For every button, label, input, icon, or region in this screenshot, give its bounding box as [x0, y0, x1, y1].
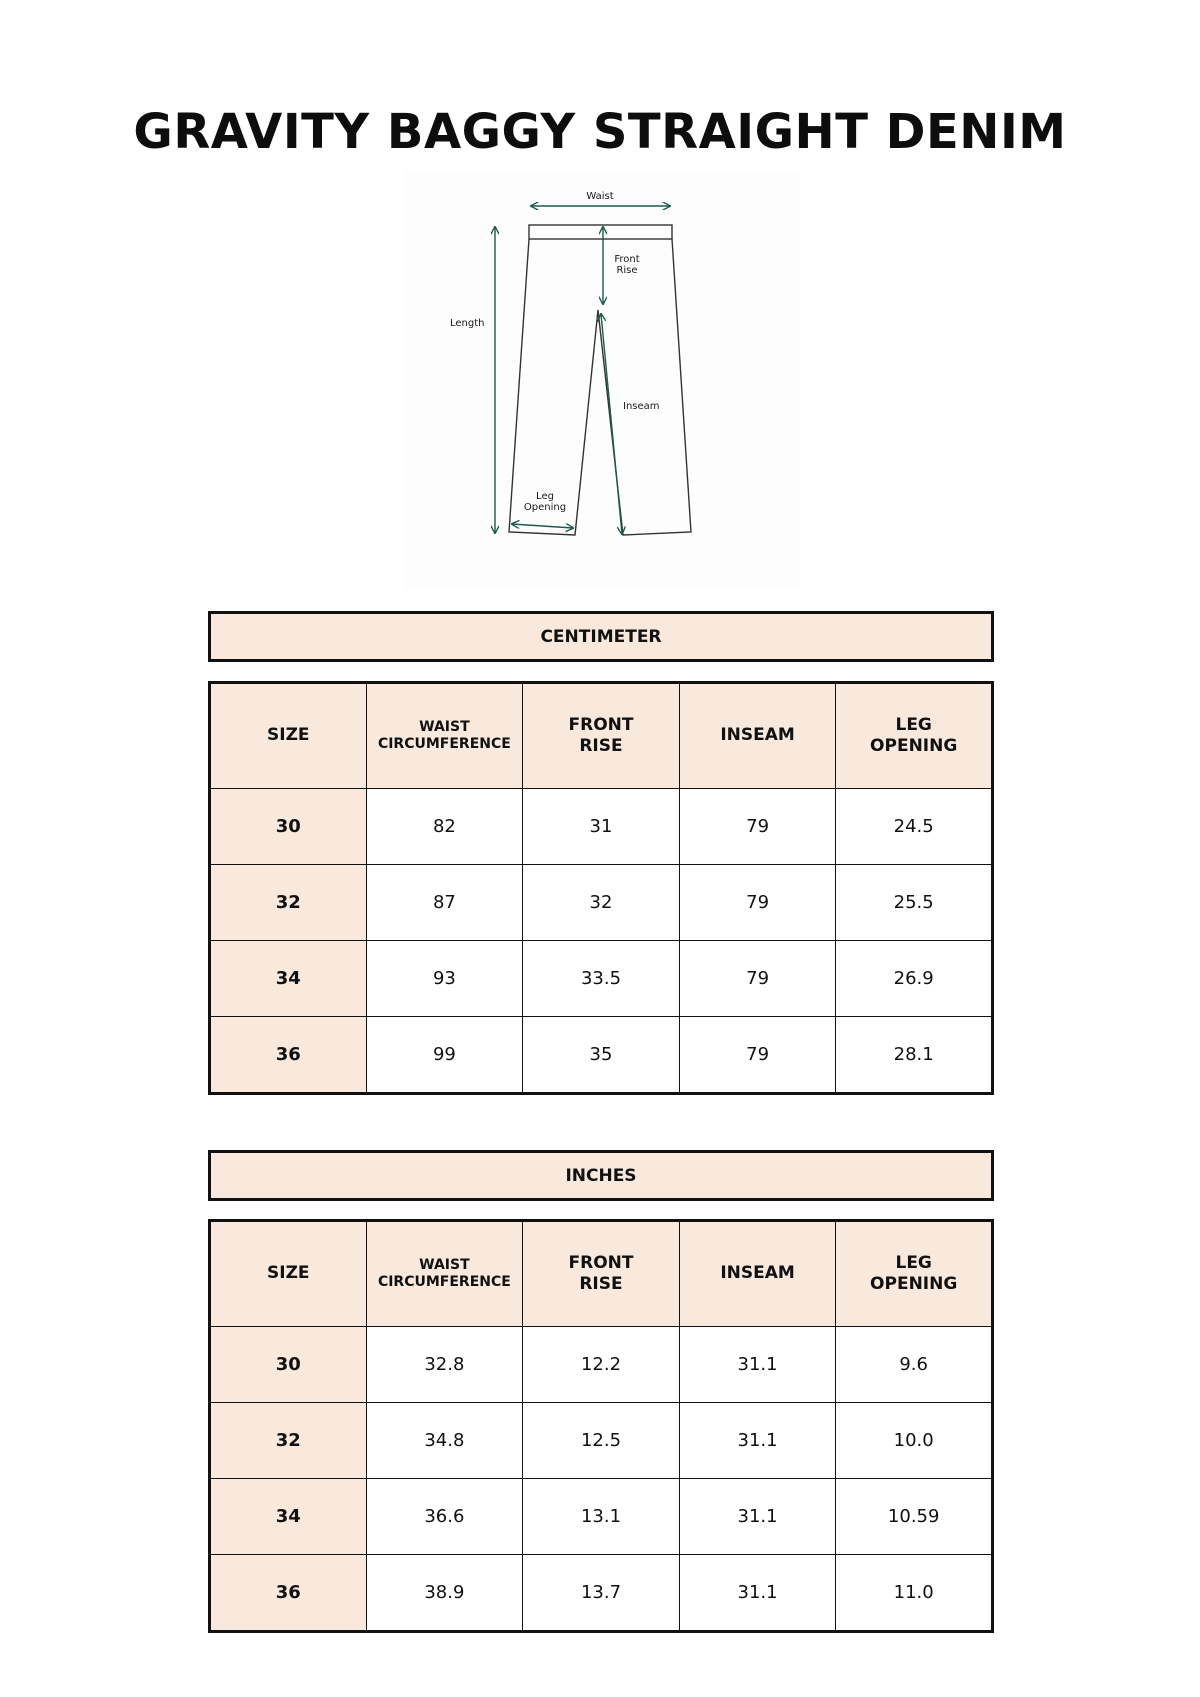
leg-opening-cell: 9.6: [836, 1327, 993, 1403]
table-row: [210, 941, 993, 1017]
size-cell: 32: [210, 1403, 367, 1479]
front-rise-cell: 35: [523, 1017, 680, 1094]
length-label: Length: [450, 318, 485, 329]
leg-opening-label-line1: Leg: [536, 491, 554, 502]
front-rise-cell: 13.7: [523, 1555, 680, 1632]
size-cell: 34: [210, 1479, 367, 1555]
table-row: [210, 1017, 993, 1094]
col-header-waist: WAIST CIRCUMFERENCE: [366, 1221, 523, 1327]
col-header-size: SIZE: [210, 1221, 367, 1327]
col-header-leg-opening: LEG OPENING: [836, 1221, 993, 1327]
col-header-inseam: INSEAM: [679, 1221, 836, 1327]
table-row: [210, 865, 993, 941]
leg-opening-cell: 10.0: [836, 1403, 993, 1479]
leg-opening-cell: 26.9: [836, 941, 993, 1017]
front-rise-label-line2: Rise: [616, 265, 638, 276]
col-header-waist: WAIST CIRCUMFERENCE: [366, 683, 523, 789]
waist-cell: 34.8: [366, 1403, 523, 1479]
waist-cell: 36.6: [366, 1479, 523, 1555]
waist-cell: 99: [366, 1017, 523, 1094]
unit-header-inches: INCHES: [208, 1150, 994, 1201]
size-cell: 30: [210, 789, 367, 865]
front-rise-cell: 12.2: [523, 1327, 680, 1403]
inseam-cell: 79: [679, 1017, 836, 1094]
waist-label: Waist: [586, 191, 614, 202]
leg-opening-cell: 10.59: [836, 1479, 993, 1555]
front-rise-label-line1: Front: [614, 254, 640, 265]
table-row: [210, 1403, 993, 1479]
inseam-cell: 31.1: [679, 1403, 836, 1479]
inseam-cell: 31.1: [679, 1555, 836, 1632]
waist-cell: 32.8: [366, 1327, 523, 1403]
size-cell: 36: [210, 1017, 367, 1094]
table-row: [210, 1327, 993, 1403]
table-header-row: [210, 1221, 993, 1327]
front-rise-cell: 12.5: [523, 1403, 680, 1479]
leg-opening-cell: 24.5: [836, 789, 993, 865]
waist-cell: 87: [366, 865, 523, 941]
front-rise-cell: 13.1: [523, 1479, 680, 1555]
pants-outline-svg: [405, 170, 800, 590]
size-cell: 30: [210, 1327, 367, 1403]
unit-header-centimeter: CENTIMETER: [208, 611, 994, 662]
table-row: [210, 1555, 993, 1632]
inseam-cell: 79: [679, 789, 836, 865]
inseam-cell: 31.1: [679, 1479, 836, 1555]
col-header-front-rise: FRONT RISE: [523, 683, 680, 789]
leg-opening-cell: 11.0: [836, 1555, 993, 1632]
table-header-row: [210, 683, 993, 789]
table-row: [210, 1479, 993, 1555]
inseam-cell: 79: [679, 865, 836, 941]
inseam-cell: 79: [679, 941, 836, 1017]
leg-opening-cell: 28.1: [836, 1017, 993, 1094]
leg-opening-cell: 25.5: [836, 865, 993, 941]
front-rise-cell: 32: [523, 865, 680, 941]
page-title: GRAVITY BAGGY STRAIGHT DENIM: [133, 104, 1067, 160]
inseam-label: Inseam: [623, 401, 660, 412]
table-row: [210, 789, 993, 865]
size-table-inches: [208, 1219, 994, 1633]
pants-measurement-diagram: [405, 170, 800, 590]
waist-cell: 93: [366, 941, 523, 1017]
size-table-centimeter: [208, 681, 994, 1095]
inseam-cell: 31.1: [679, 1327, 836, 1403]
size-cell: 36: [210, 1555, 367, 1632]
front-rise-cell: 31: [523, 789, 680, 865]
leg-opening-label-line2: Opening: [523, 502, 567, 513]
size-cell: 32: [210, 865, 367, 941]
waist-cell: 38.9: [366, 1555, 523, 1632]
col-header-size: SIZE: [210, 683, 367, 789]
front-rise-cell: 33.5: [523, 941, 680, 1017]
col-header-front-rise: FRONT RISE: [523, 1221, 680, 1327]
col-header-inseam: INSEAM: [679, 683, 836, 789]
size-cell: 34: [210, 941, 367, 1017]
waist-cell: 82: [366, 789, 523, 865]
col-header-leg-opening: LEG OPENING: [836, 683, 993, 789]
